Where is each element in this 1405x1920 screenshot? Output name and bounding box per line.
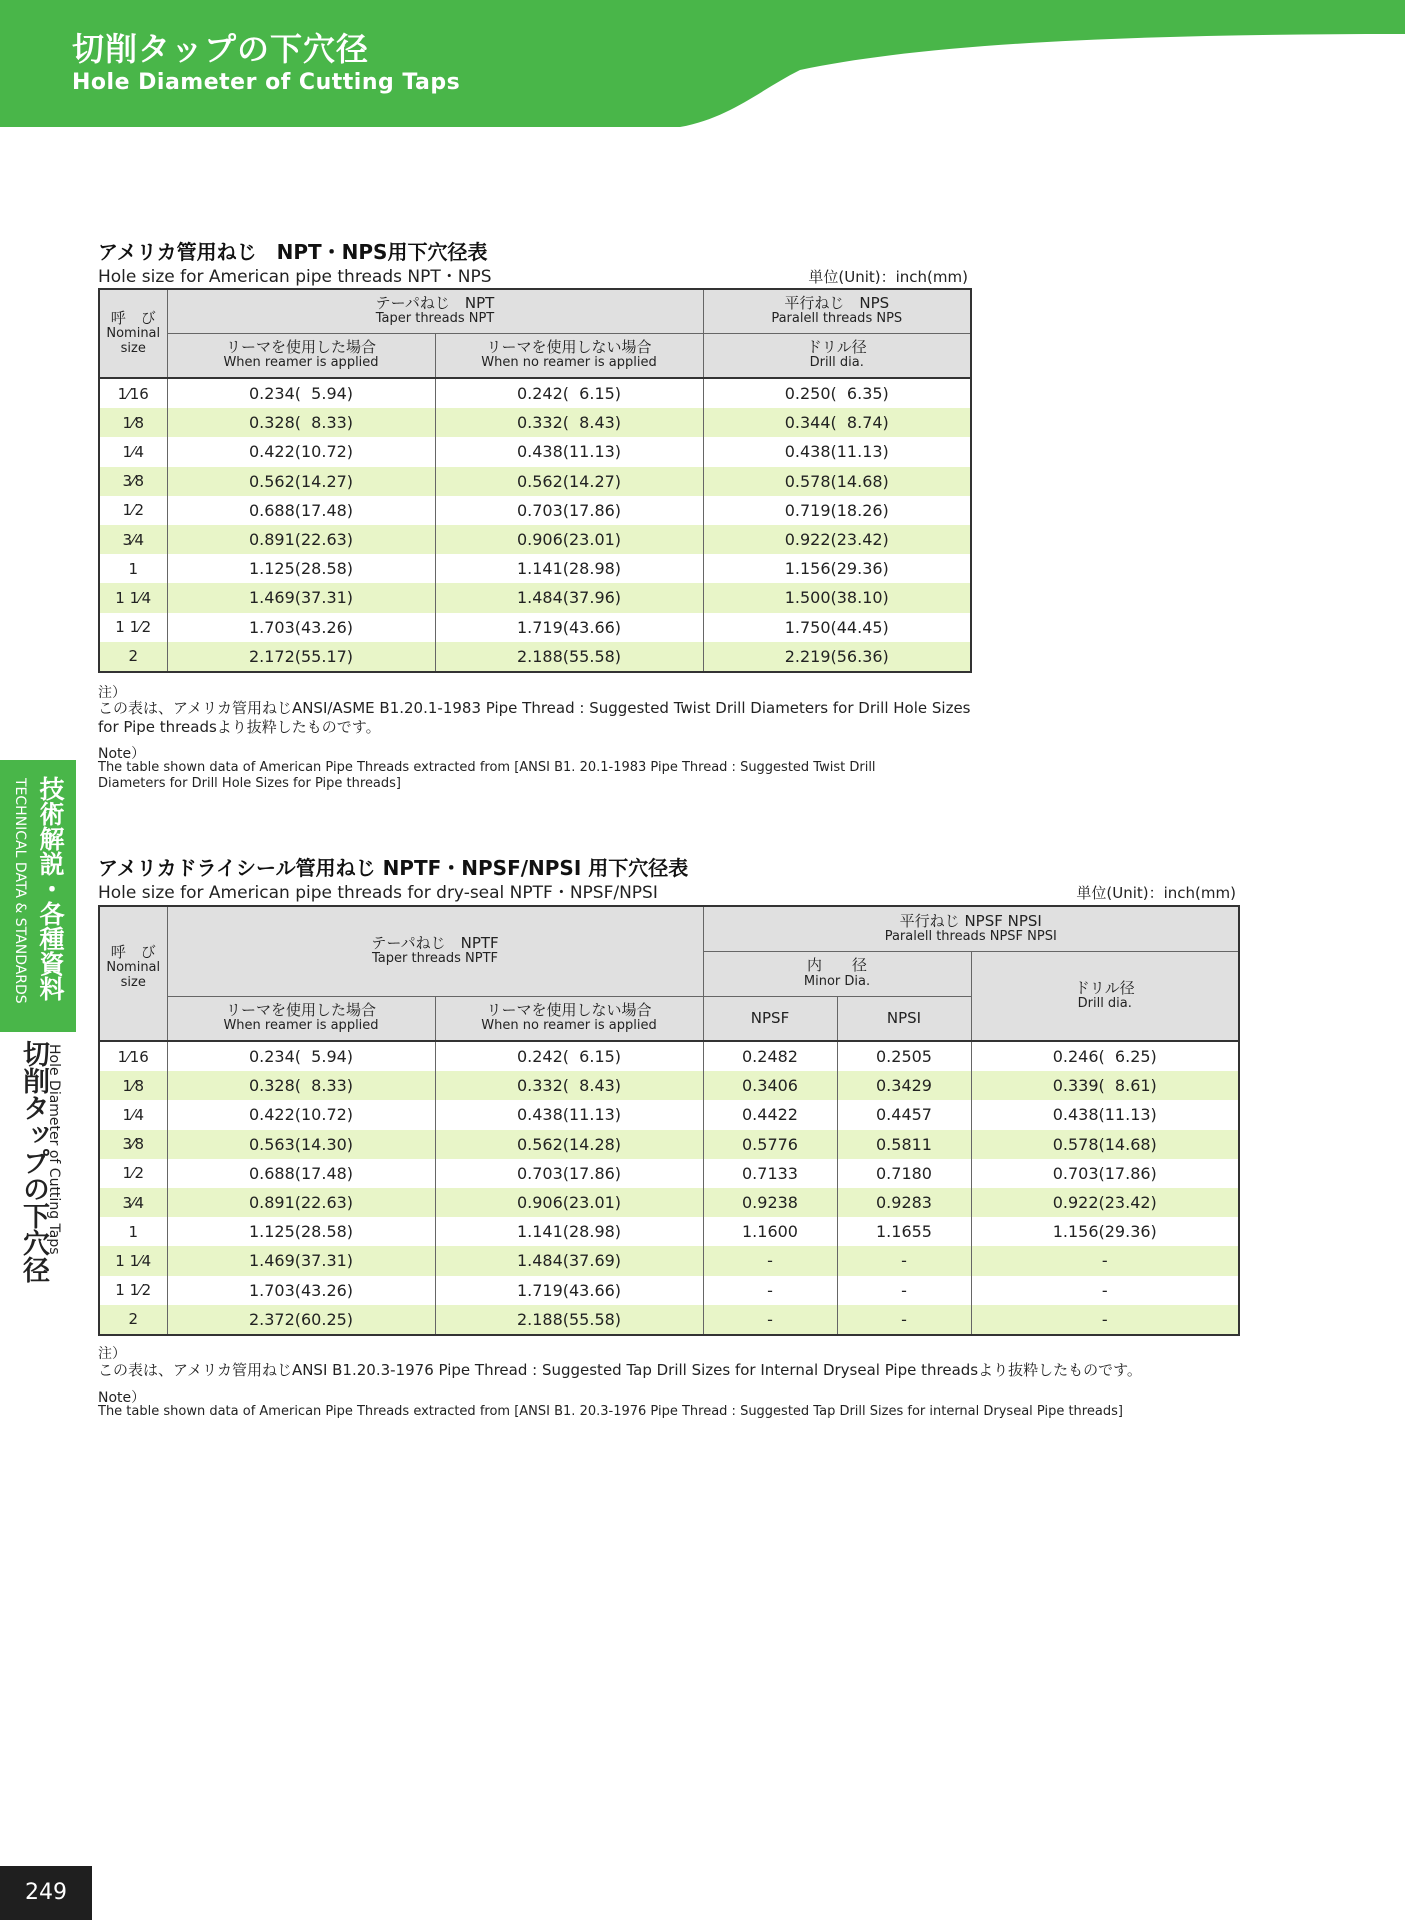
page-number: 249: [0, 1866, 92, 1920]
value-cell: 1.500(38.10): [703, 583, 971, 612]
value-cell: -: [971, 1305, 1239, 1335]
nominal-size-cell: 1 1⁄4: [99, 583, 167, 612]
table1: [98, 288, 972, 673]
value-cell: 0.332( 8.43): [435, 408, 703, 437]
nominal-size-cell: 3⁄4: [99, 1188, 167, 1217]
header-band: [0, 0, 1405, 130]
nominal-size-cell: 1 1⁄2: [99, 1276, 167, 1305]
nominal-size-cell: 1⁄2: [99, 1159, 167, 1188]
table1-note-jp-2: for Pipe threadsより抜粋したものです。: [98, 718, 381, 736]
table1-row: [99, 437, 971, 466]
nominal-size-cell: 1⁄16: [99, 1041, 167, 1071]
table2-note-en-1: The table shown data of American Pipe Threads extracted from [ANSI B1. 20.3-1976 Pipe Thread : Suggested Tap Drill Sizes for internal Dryseal Pipe threads]: [98, 1404, 1123, 1419]
table2-row: [99, 1217, 1239, 1246]
nominal-size-cell: 1: [99, 1217, 167, 1246]
nominal-size-cell: 1 1⁄4: [99, 1246, 167, 1275]
value-cell: 0.5811: [837, 1130, 971, 1159]
table1-header-npt: テーパねじ NPT Taper threads NPT: [167, 289, 703, 333]
value-cell: 0.906(23.01): [435, 1188, 703, 1217]
table2-note-head-en: Note）: [98, 1390, 146, 1406]
value-cell: 0.562(14.27): [435, 467, 703, 496]
value-cell: 0.246( 6.25): [971, 1041, 1239, 1071]
table2-header-npsi: NPSI: [837, 996, 971, 1041]
value-cell: -: [703, 1305, 837, 1335]
table2-header-nptf: テーパねじ NPTF Taper threads NPTF: [167, 906, 703, 996]
table1-unit: 単位(Unit)：inch(mm): [808, 268, 968, 286]
value-cell: 0.242( 6.15): [435, 1041, 703, 1071]
value-cell: 0.7180: [837, 1159, 971, 1188]
value-cell: 0.9238: [703, 1188, 837, 1217]
table2-row: [99, 1305, 1239, 1335]
table2: [98, 905, 1240, 1336]
value-cell: 1.141(28.98): [435, 1217, 703, 1246]
value-cell: -: [971, 1276, 1239, 1305]
value-cell: 0.234( 5.94): [167, 378, 435, 408]
value-cell: 0.5776: [703, 1130, 837, 1159]
nominal-size-cell: 2: [99, 1305, 167, 1335]
table1-row: [99, 378, 971, 408]
table1-row: [99, 583, 971, 612]
table1-row: [99, 408, 971, 437]
table1-note-en-2: Diameters for Drill Hole Sizes for Pipe threads]: [98, 776, 401, 791]
value-cell: -: [971, 1246, 1239, 1275]
value-cell: 0.906(23.01): [435, 525, 703, 554]
nominal-size-cell: 1 1⁄2: [99, 613, 167, 642]
table2-row: [99, 1071, 1239, 1100]
value-cell: 0.562(14.27): [167, 467, 435, 496]
side-section-label-jp: 切削タップの下穴径: [18, 1040, 49, 1283]
value-cell: 1.484(37.96): [435, 583, 703, 612]
table2-row: [99, 1246, 1239, 1275]
page-title-jp: 切削タップの下穴径: [72, 30, 370, 68]
nominal-size-cell: 3⁄4: [99, 525, 167, 554]
value-cell: 1.125(28.58): [167, 1217, 435, 1246]
value-cell: 0.2482: [703, 1041, 837, 1071]
value-cell: 0.422(10.72): [167, 1100, 435, 1129]
table1-header-noreamer: リーマを使用しない場合 When no reamer is applied: [435, 333, 703, 378]
value-cell: 0.328( 8.33): [167, 1071, 435, 1100]
side-tab-label-jp: 技術解説・各種資料: [36, 776, 65, 1001]
table2-header-minor: 内 径 Minor Dia.: [703, 951, 971, 996]
table1-header-nominal: 呼 び Nominal size: [99, 289, 167, 378]
value-cell: 1.156(29.36): [971, 1217, 1239, 1246]
table1-header-drill: ドリル径 Drill dia.: [703, 333, 971, 378]
value-cell: 0.578(14.68): [703, 467, 971, 496]
value-cell: 0.438(11.13): [703, 437, 971, 466]
value-cell: 0.7133: [703, 1159, 837, 1188]
table2-note-head-jp: 注）: [98, 1346, 126, 1362]
table1-row: [99, 467, 971, 496]
value-cell: 1.469(37.31): [167, 583, 435, 612]
value-cell: 2.372(60.25): [167, 1305, 435, 1335]
side-section-label-en: Hole Diameter of Cutting Taps: [46, 1044, 62, 1255]
value-cell: 0.242( 6.15): [435, 378, 703, 408]
nominal-size-cell: 1⁄2: [99, 496, 167, 525]
table2-header-drill: ドリル径 Drill dia.: [971, 951, 1239, 1041]
value-cell: 2.188(55.58): [435, 642, 703, 672]
table2-header-npsf: NPSF: [703, 996, 837, 1041]
nominal-size-cell: 1⁄8: [99, 408, 167, 437]
value-cell: 1.1655: [837, 1217, 971, 1246]
table2-header-reamer: リーマを使用した場合 When reamer is applied: [167, 996, 435, 1041]
value-cell: 0.438(11.13): [971, 1100, 1239, 1129]
value-cell: 1.719(43.66): [435, 613, 703, 642]
value-cell: 2.172(55.17): [167, 642, 435, 672]
value-cell: 0.719(18.26): [703, 496, 971, 525]
table2-row: [99, 1130, 1239, 1159]
table1-row: [99, 554, 971, 583]
table1-title: アメリカ管用ねじ NPT・NPS用下穴径表: [98, 240, 488, 264]
value-cell: 0.688(17.48): [167, 496, 435, 525]
nominal-size-cell: 1⁄4: [99, 1100, 167, 1129]
nominal-size-cell: 1⁄4: [99, 437, 167, 466]
value-cell: 1.469(37.31): [167, 1246, 435, 1275]
table2-row: [99, 1159, 1239, 1188]
value-cell: 1.703(43.26): [167, 613, 435, 642]
table2-unit: 単位(Unit)：inch(mm): [1076, 884, 1236, 902]
value-cell: 0.234( 5.94): [167, 1041, 435, 1071]
value-cell: 1.703(43.26): [167, 1276, 435, 1305]
value-cell: 0.703(17.86): [971, 1159, 1239, 1188]
table2-row: [99, 1188, 1239, 1217]
side-tab-label-en: TECHNICAL DATA & STANDARDS: [12, 778, 28, 1004]
value-cell: 1.1600: [703, 1217, 837, 1246]
value-cell: 0.922(23.42): [971, 1188, 1239, 1217]
value-cell: 0.891(22.63): [167, 525, 435, 554]
value-cell: 0.688(17.48): [167, 1159, 435, 1188]
value-cell: 0.438(11.13): [435, 1100, 703, 1129]
value-cell: 0.344( 8.74): [703, 408, 971, 437]
value-cell: -: [703, 1276, 837, 1305]
table2-header-parallel: 平行ねじ NPSF NPSI Paralell threads NPSF NPSI: [703, 906, 1239, 951]
nominal-size-cell: 2: [99, 642, 167, 672]
nominal-size-cell: 1⁄8: [99, 1071, 167, 1100]
value-cell: 0.3429: [837, 1071, 971, 1100]
table1-note-head-en: Note）: [98, 746, 146, 762]
value-cell: 0.4422: [703, 1100, 837, 1129]
value-cell: 0.328( 8.33): [167, 408, 435, 437]
table1-note-head-jp: 注）: [98, 685, 126, 701]
page-title-en: Hole Diameter of Cutting Taps: [72, 70, 461, 95]
table1-header-nps: 平行ねじ NPS Paralell threads NPS: [703, 289, 971, 333]
value-cell: 0.578(14.68): [971, 1130, 1239, 1159]
value-cell: 1.719(43.66): [435, 1276, 703, 1305]
table2-row: [99, 1276, 1239, 1305]
value-cell: 0.4457: [837, 1100, 971, 1129]
value-cell: 2.188(55.58): [435, 1305, 703, 1335]
table1-note-jp-1: この表は、アメリカ管用ねじANSI/ASME B1.20.1-1983 Pipe Thread : Suggested Twist Drill Diameters for Drill Hole Sizes: [98, 699, 971, 717]
value-cell: 0.703(17.86): [435, 1159, 703, 1188]
value-cell: -: [837, 1305, 971, 1335]
table1-header-reamer: リーマを使用した場合 When reamer is applied: [167, 333, 435, 378]
value-cell: 0.563(14.30): [167, 1130, 435, 1159]
table2-header-nominal-label: 呼 び Nominal size: [99, 996, 167, 1041]
value-cell: 2.219(56.36): [703, 642, 971, 672]
value-cell: 0.9283: [837, 1188, 971, 1217]
table2-subtitle: Hole size for American pipe threads for dry-seal NPTF・NPSF/NPSI: [98, 883, 658, 903]
nominal-size-cell: 1: [99, 554, 167, 583]
value-cell: 1.125(28.58): [167, 554, 435, 583]
table2-row: [99, 1041, 1239, 1071]
table1-row: [99, 613, 971, 642]
table1-row: [99, 525, 971, 554]
value-cell: 1.156(29.36): [703, 554, 971, 583]
value-cell: 0.891(22.63): [167, 1188, 435, 1217]
value-cell: 0.2505: [837, 1041, 971, 1071]
table1-note-en-1: The table shown data of American Pipe Threads extracted from [ANSI B1. 20.1-1983 Pipe Thread : Suggested Twist Drill: [98, 760, 876, 775]
table2-row: [99, 1100, 1239, 1129]
value-cell: 0.562(14.28): [435, 1130, 703, 1159]
value-cell: 1.141(28.98): [435, 554, 703, 583]
table1-row: [99, 496, 971, 525]
value-cell: 0.422(10.72): [167, 437, 435, 466]
table1-row: [99, 642, 971, 672]
value-cell: 0.339( 8.61): [971, 1071, 1239, 1100]
nominal-size-cell: 3⁄8: [99, 467, 167, 496]
value-cell: 0.703(17.86): [435, 496, 703, 525]
value-cell: 0.250( 6.35): [703, 378, 971, 408]
value-cell: 0.922(23.42): [703, 525, 971, 554]
value-cell: -: [837, 1246, 971, 1275]
value-cell: 1.484(37.69): [435, 1246, 703, 1275]
value-cell: -: [703, 1246, 837, 1275]
value-cell: -: [837, 1276, 971, 1305]
value-cell: 0.438(11.13): [435, 437, 703, 466]
nominal-size-cell: 3⁄8: [99, 1130, 167, 1159]
nominal-size-cell: 1⁄16: [99, 378, 167, 408]
value-cell: 0.332( 8.43): [435, 1071, 703, 1100]
table2-note-jp-1: この表は、アメリカ管用ねじANSI B1.20.3-1976 Pipe Thread : Suggested Tap Drill Sizes for Internal Dryseal Pipe threadsより抜粋したものです。: [98, 1361, 1142, 1379]
table2-header-noreamer: リーマを使用しない場合 When no reamer is applied: [435, 996, 703, 1041]
table1-subtitle: Hole size for American pipe threads NPT・NPS: [98, 267, 492, 287]
value-cell: 0.3406: [703, 1071, 837, 1100]
value-cell: 1.750(44.45): [703, 613, 971, 642]
table2-title: アメリカドライシール管用ねじ NPTF・NPSF/NPSI 用下穴径表: [98, 856, 689, 880]
